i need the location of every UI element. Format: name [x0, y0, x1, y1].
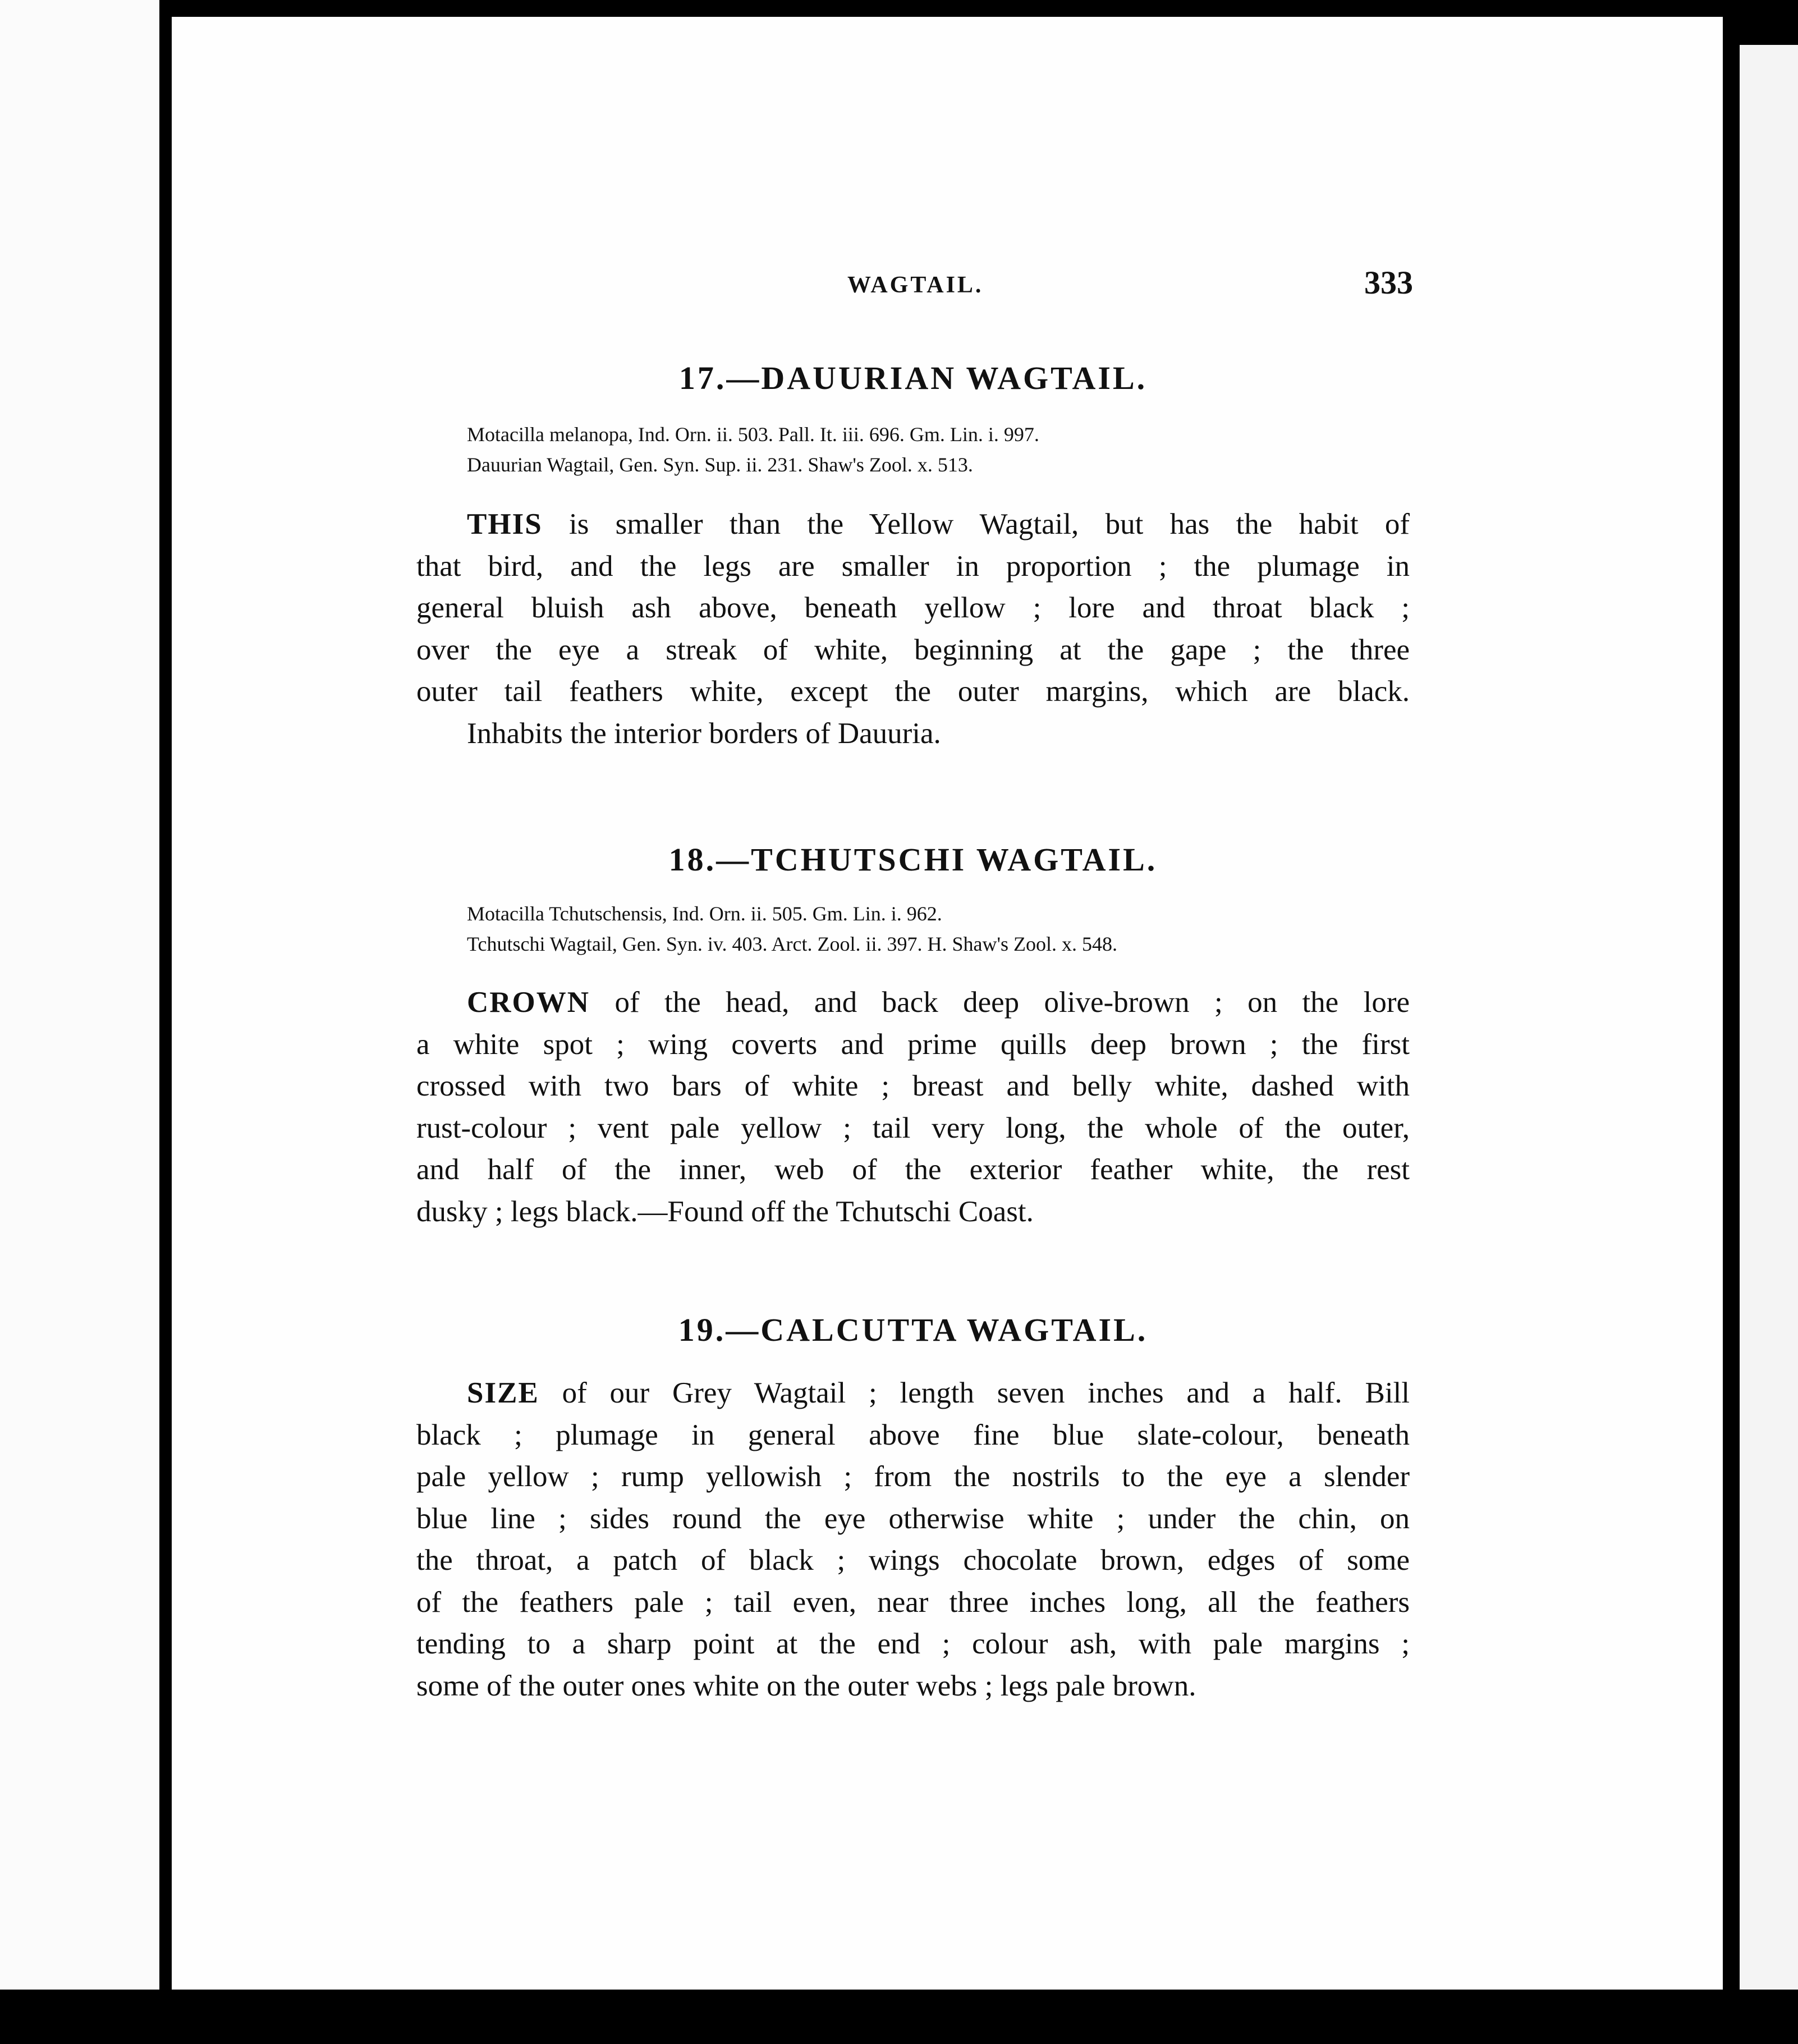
- description-paragraph: [416, 1372, 1410, 1707]
- synonym-line: Tchutschi Wagtail, Gen. Syn. iv. 403. Arct. Zool. ii. 397. H. Shaw's Zool. x. 548.: [467, 933, 1117, 955]
- entry-heading: 19.—CALCUTTA WAGTAIL.: [678, 1312, 1148, 1348]
- page-number: 333: [1364, 264, 1413, 301]
- paragraph-line: black ; plumage in general above fine blue slate-colour, beneath: [416, 1418, 1410, 1451]
- paragraph-line: SIZE of our Grey Wagtail ; length seven inches and a half. Bill: [467, 1377, 1410, 1409]
- paragraph-line: some of the outer ones white on the outer webs ; legs pale brown.: [416, 1669, 1196, 1702]
- paragraph-line: rust-colour ; vent pale yellow ; tail very long, the whole of the outer,: [416, 1111, 1410, 1144]
- lead-word: THIS: [467, 508, 543, 540]
- paragraph-line: outer tail feathers white, except the outer margins, which are black.: [416, 675, 1410, 708]
- paragraph-line: of the feathers pale ; tail even, near three inches long, all the feathers: [416, 1585, 1410, 1619]
- facing-page-edge: [0, 0, 159, 1990]
- paragraph-line: blue line ; sides round the eye otherwise white ; under the chin, on: [416, 1502, 1410, 1535]
- paragraph-line: over the eye a streak of white, beginning at the gape ; the three: [416, 633, 1410, 666]
- book-spine-shadow: [159, 22, 172, 1990]
- paragraph-line: and half of the inner, web of the exterior feather white, the rest: [416, 1153, 1410, 1186]
- paragraph-line: a white spot ; wing coverts and prime quills deep brown ; the first: [416, 1028, 1410, 1061]
- synonymy-block: [416, 419, 1410, 480]
- entry-heading: 18.—TCHUTSCHI WAGTAIL.: [668, 841, 1158, 878]
- habitat-line: Inhabits the interior borders of Dauuria.: [467, 717, 941, 750]
- scan-bottom-border: [0, 1990, 1798, 2044]
- paragraph-line: general bluish ash above, beneath yellow ; lore and throat black ;: [416, 592, 1410, 624]
- lead-word: CROWN: [467, 986, 590, 1019]
- entry-19: [416, 1311, 1410, 1707]
- description-paragraph: [416, 982, 1410, 1232]
- next-page-edge: [1740, 45, 1798, 1990]
- synonym-line: Motacilla Tchutschensis, Ind. Orn. ii. 505. Gm. Lin. i. 962.: [467, 902, 942, 925]
- description-paragraph: [416, 503, 1410, 754]
- paragraph-line: crossed with two bars of white ; breast and belly white, dashed with: [416, 1070, 1410, 1102]
- entry-17: [416, 359, 1410, 754]
- running-header-title: WAGTAIL.: [847, 272, 984, 298]
- scan-top-border: [0, 0, 1798, 18]
- synonym-line: Dauurian Wagtail, Gen. Syn. Sup. ii. 231. Shaw's Zool. x. 513.: [467, 453, 973, 476]
- paragraph-line: tending to a sharp point at the end ; colour ash, with pale margins ;: [416, 1628, 1410, 1660]
- paragraph-line: THIS is smaller than the Yellow Wagtail, but has the habit of: [467, 508, 1410, 540]
- synonym-line: Motacilla melanopa, Ind. Orn. ii. 503. Pall. It. iii. 696. Gm. Lin. i. 997.: [467, 423, 1039, 446]
- paragraph-line: pale yellow ; rump yellowish ; from the nostrils to the eye a slender: [416, 1460, 1410, 1493]
- paragraph-line: the throat, a patch of black ; wings chocolate brown, edges of some: [416, 1544, 1410, 1576]
- synonymy-block: [416, 899, 1410, 959]
- entry-heading: 17.—DAUURIAN WAGTAIL.: [678, 360, 1148, 396]
- entry-18: [416, 841, 1410, 1232]
- scan-right-border: [1723, 45, 1740, 1990]
- paragraph-line: that bird, and the legs are smaller in proportion ; the plumage in: [416, 549, 1410, 583]
- lead-word: SIZE: [467, 1377, 539, 1409]
- paragraph-line: dusky ; legs black.—Found off the Tchutschi Coast.: [416, 1195, 1034, 1228]
- paragraph-line: CROWN of the head, and back deep olive-brown ; on the lore: [467, 986, 1410, 1019]
